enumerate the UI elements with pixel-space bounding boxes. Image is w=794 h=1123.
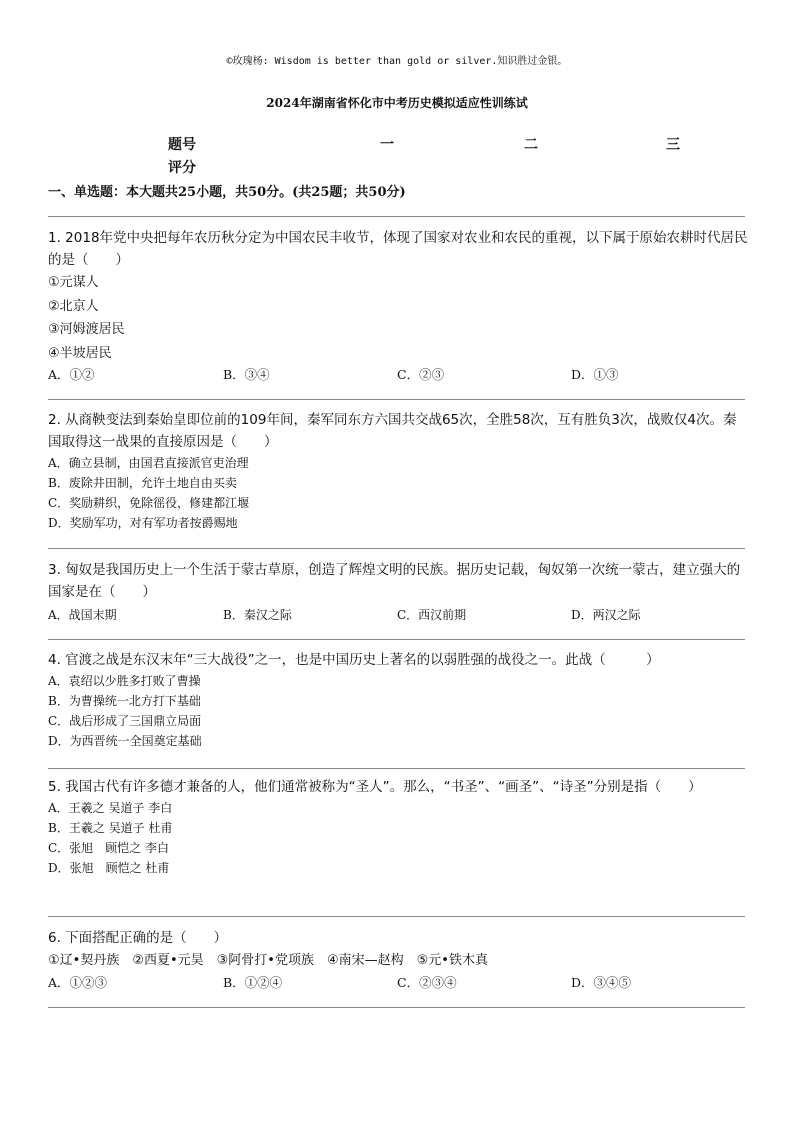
separator (48, 768, 745, 769)
options-row (48, 973, 748, 995)
options-row (48, 365, 748, 387)
option-b[interactable]: B．废除井田制，允许土地自由买卖 (48, 476, 237, 490)
option-c[interactable]: C．战后形成了三国鼎立局面 (48, 714, 202, 728)
question-stem: 5. 我国古代有许多德才兼备的人，他们通常被称为“圣人”。那么，“书圣”、“画圣”、“诗圣”分别是指（ ） (48, 779, 702, 795)
question-item: ①元谋人 (48, 275, 99, 290)
question-stem: 2. 从商鞅变法到秦始皇即位前的109年间，秦军同东方六国共交战65次，全胜58次，互有胜负3次，战败仅4次。秦国取得这一战果的直接原因是（ ） (48, 412, 737, 450)
question-3 (48, 559, 748, 627)
option-c[interactable]: C．张旭 顾恺之 李白 (48, 841, 169, 855)
separator (48, 639, 745, 640)
option-c[interactable]: C．奖励耕织，免除徭役，修建都江堰 (48, 496, 250, 510)
option-d[interactable]: D．为西晋统一全国奠定基础 (48, 734, 202, 748)
option-b[interactable]: B．为曹操统一北方打下基础 (48, 694, 201, 708)
option-a[interactable]: A．战国末期 (48, 608, 117, 622)
question-item: ②北京人 (48, 298, 99, 314)
question-item: ③河姆渡居民 (48, 322, 125, 337)
question-items-line: ①辽•契丹族 ②西夏•元昊 ③阿骨打•党项族 ④南宋—赵构 ⑤元•铁木真 (48, 953, 488, 968)
question-stem: 6. 下面搭配正确的是（ ） (48, 930, 228, 946)
question-6 (48, 927, 748, 995)
separator (48, 216, 745, 217)
exam-title: 2024年湖南省怀化市中考历史模拟适应性训练试 (266, 96, 528, 110)
option-c[interactable]: C．②③④ (397, 974, 457, 990)
option-d[interactable]: D．奖励军功，对有军功者按爵赐地 (48, 516, 238, 530)
options-row (48, 605, 748, 627)
option-a[interactable]: A．①② (48, 367, 95, 382)
question-5 (48, 776, 748, 878)
question-stem: 4. 官渡之战是东汉末年“三大战役”之一，也是中国历史上著名的以弱胜强的战役之一。此战（ ） (48, 652, 660, 668)
separator (48, 916, 745, 917)
separator (48, 399, 745, 400)
question-1 (48, 227, 748, 387)
option-a[interactable]: A．确立县制，由国君直接派官吏治理 (48, 456, 249, 470)
option-a[interactable]: A．袁绍以少胜多打败了曹操 (48, 674, 201, 688)
option-b[interactable]: B．③④ (223, 367, 270, 382)
score-table-col-1: 一 (380, 137, 394, 153)
score-table-row-label-number: 题号 (168, 137, 196, 153)
separator (48, 548, 745, 549)
option-b[interactable]: B．秦汉之际 (223, 608, 292, 622)
option-b[interactable]: B．王羲之 吴道子 杜甫 (48, 821, 173, 835)
separator (48, 1007, 745, 1008)
score-table-row-label-score: 评分 (168, 160, 196, 176)
section-title: 一、单选题：本大题共25小题，共50分。(共25题；共50分) (48, 185, 406, 200)
option-d[interactable]: D．①③ (571, 367, 619, 382)
option-a[interactable]: A．①②③ (48, 974, 108, 990)
option-d[interactable]: D．张旭 顾恺之 杜甫 (48, 861, 170, 875)
score-table-col-3: 三 (666, 137, 680, 153)
score-table (48, 132, 748, 178)
option-d[interactable]: D．③④⑤ (571, 974, 632, 990)
score-table-col-2: 二 (524, 137, 538, 153)
question-stem: 3. 匈奴是我国历史上一个生活于蒙古草原，创造了辉煌文明的民族。据历史记载，匈奴第一次统一蒙古，建立强大的国家是在（ ） (48, 562, 741, 600)
question-4 (48, 649, 748, 751)
option-c[interactable]: C．②③ (397, 367, 445, 382)
question-item: ④半坡居民 (48, 345, 112, 361)
option-d[interactable]: D．两汉之际 (571, 608, 641, 622)
option-a[interactable]: A．王羲之 吴道子 李白 (48, 801, 173, 815)
question-stem: 1. 2018年党中央把每年农历秋分定为中国农民丰收节，体现了国家对农业和农民的重视，以下属于原始农耕时代居民的是（ ） (48, 230, 748, 268)
option-b[interactable]: B．①②④ (223, 974, 283, 990)
header-motto: ©玫瑰杨: Wisdom is better than gold or silver.知识胜过金银。 (226, 56, 568, 67)
question-2 (48, 409, 748, 533)
option-c[interactable]: C．西汉前期 (397, 608, 467, 622)
